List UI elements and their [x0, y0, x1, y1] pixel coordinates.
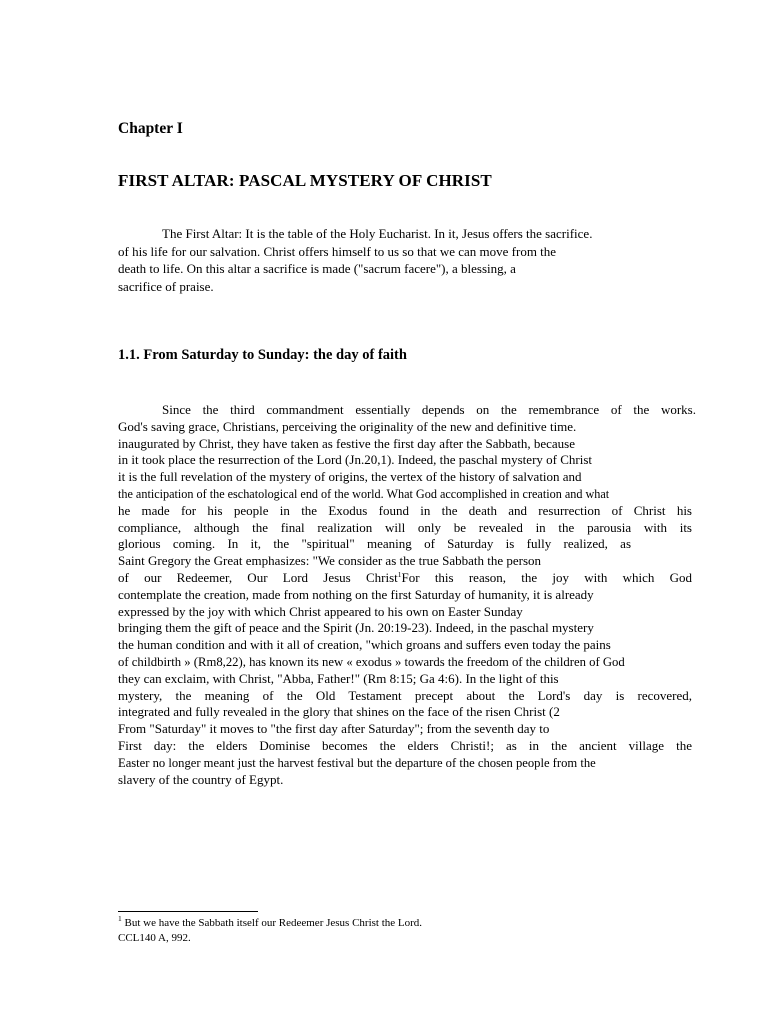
body-line: integrated and fully revealed in the glory that shines on the face of the risen Christ (2 — [118, 704, 560, 720]
body-line: inaugurated by Christ, they have taken as festive the first day after the Sabbath, because — [118, 435, 576, 451]
body-line: First day: the elders Dominise becomes the elders Christi!; as in the ancient village the — [118, 737, 692, 753]
body-line: the human condition and with it all of creation, "which groans and suffers even today the pains — [118, 637, 611, 653]
footnotes — [118, 916, 518, 945]
footnote-marker: 1 — [118, 914, 122, 923]
intro-line: of his life for our salvation. Christ offers himself to us so that we can move from the — [118, 243, 557, 259]
body-line: From "Saturday" it moves to "the first day after Saturday"; from the seventh day to — [118, 721, 550, 737]
body-line: the anticipation of the eschatological end of the world. What God accomplished in creation and what — [118, 486, 610, 501]
body-line: glorious coming. In it, the "spiritual" meaning of Saturday is fully realized, as — [118, 536, 631, 552]
body-line: in it took place the resurrection of the Lord (Jn.20,1). Indeed, the paschal mystery of Christ — [118, 452, 593, 468]
body-line: they can exclaim, with Christ, "Abba, Father!" (Rm 8:15; Ga 4:6). In the light of this — [118, 670, 559, 686]
body-line: Saint Gregory the Great emphasizes: "We consider as the true Sabbath the person — [118, 553, 542, 569]
intro-paragraph — [118, 225, 592, 296]
body-line: Since the third commandment essentially depends on the remembrance of the works. — [162, 402, 696, 417]
chapter-label: Chapter I — [118, 120, 183, 137]
body-line: slavery of the country of Egypt. — [118, 771, 284, 787]
body-line: Easter no longer meant just the harvest festival but the departure of the chosen people from the — [118, 755, 596, 770]
footnote-item: CCL140 A, 992. — [118, 931, 191, 944]
intro-line: sacrifice of praise. — [118, 279, 214, 295]
body-line: contemplate the creation, made from nothing on the first Saturday of humanity, it is already — [118, 586, 594, 602]
body-line: of our Redeemer, Our Lord Jesus Christ$^1$For this reason, the joy with which God — [118, 569, 692, 585]
body-line: expressed by the joy with which Christ appeared to his own on Easter Sunday — [118, 603, 523, 619]
body-line: of childbirth » (Rm8,22), has known its new « exodus » towards the freedom of the children of God — [118, 654, 625, 669]
body-line: compliance, although the final realization will only be revealed in the parousia with its — [118, 519, 692, 535]
section-heading: 1.1. From Saturday to Sunday: the day of faith — [118, 347, 407, 363]
footnote-reference[interactable]: 1 — [397, 569, 402, 579]
body-line: he made for his people in the Exodus found in the death and resurrection of Christ his — [118, 502, 692, 518]
body-line: mystery, the meaning of the Old Testament precept about the Lord's day is recovered, — [118, 687, 692, 703]
body-line: God's saving grace, Christians, perceiving the originality of the new and definitive time. — [118, 418, 577, 434]
body-line: bringing them the gift of peace and the Spirit (Jn. 20:19-23). Indeed, in the paschal mystery — [118, 620, 594, 636]
chapter-title: FIRST ALTAR: PASCAL MYSTERY OF CHRIST — [118, 171, 492, 190]
intro-line: The First Altar: It is the table of the Holy Eucharist. In it, Jesus offers the sacrifice. — [162, 226, 593, 241]
body-paragraph — [118, 402, 696, 788]
footnote-item: $^1$ But we have the Sabbath itself our Redeemer Jesus Christ the Lord. — [118, 914, 423, 929]
intro-line: death to life. On this altar a sacrifice is made ("sacrum facere"), a blessing, a — [118, 261, 516, 277]
footnote-separator — [118, 911, 258, 912]
body-line: it is the full revelation of the mystery of origins, the vertex of the history of salvation and — [118, 469, 582, 485]
